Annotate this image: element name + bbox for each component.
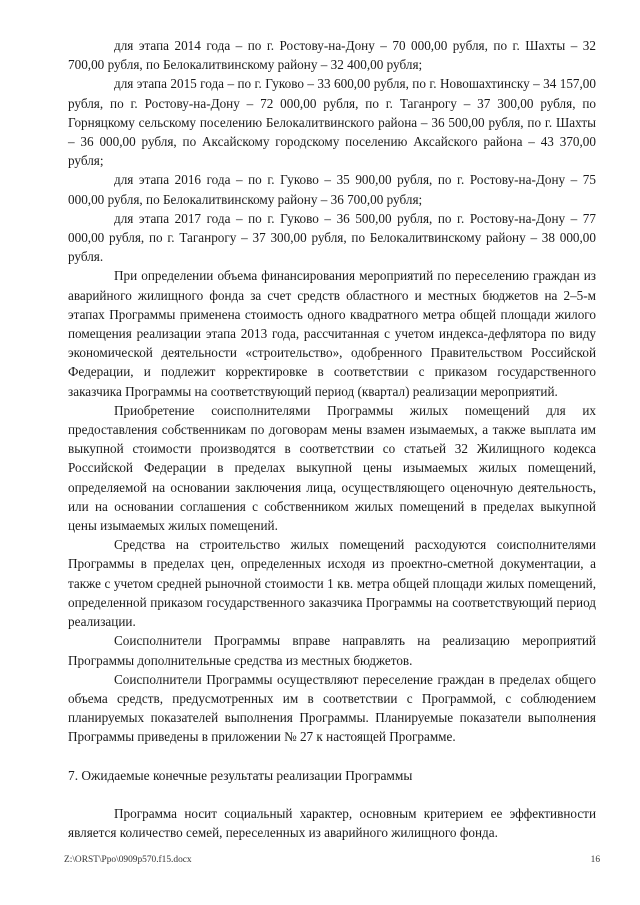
paragraph: При определении объема финансирования мероприятий по переселению граждан из аварийного жилищного фонда за счет средств областного и местных бюджетов на 2–5-м этапах Программы применена стоимость одного квадратного метра общей площади жилого помещения реализации этапа 2013 года, рассчитанная с учетом индекса-дефлятора по виду экономической деятельности «строительство», одобренного Правительством Российской Федерации, и подлежит корректировке в соответствии с приказом государственного заказчика Программы на соответствующий период (квартал) реализации мероприятий. bbox=[68, 268, 596, 399]
document-body bbox=[68, 36, 596, 842]
paragraph: для этапа 2014 года – по г. Ростову-на-Дону – 70 000,00 рубля, по г. Шахты – 32 700,00 рубля, по Белокалитвинскому району – 32 400,00 рубля; bbox=[68, 38, 596, 73]
paragraph: для этапа 2017 года – по г. Гуково – 36 500,00 рубля, по г. Ростову-на-Дону – 77 000,00 рубля, по г. Таганрогу – 37 300,00 рубля, по Белокалитвинскому району – 38 000,00 рубля. bbox=[68, 210, 596, 265]
paragraph: Программа носит социальный характер, основным критерием ее эффективности является количество семей, переселенных из аварийного жилищного фонда. bbox=[68, 805, 596, 840]
paragraph: для этапа 2015 года – по г. Гуково – 33 600,00 рубля, по г. Новошахтинску – 34 157,00 рубля, по г. Ростову-на-Дону – 72 000,00 рубля, по г. Таганрогу – 37 300,00 рубля, по Горняцкому сельскому поселению Белокалитвинского района – 36 500,00 рубля, по г. Шахты – 36 000,00 рубля, по Аксайскому городскому поселению Аксайского района – 43 370,00 рубля; bbox=[68, 76, 596, 169]
page-footer bbox=[64, 854, 600, 866]
section-heading: 7. Ожидаемые конечные результаты реализации Программы bbox=[68, 767, 413, 783]
paragraph: для этапа 2016 года – по г. Гуково – 35 900,00 рубля, по г. Ростову-на-Дону – 75 000,00 рубля, по Белокалитвинскому району – 36 700,00 рубля; bbox=[68, 172, 596, 207]
paragraph: Приобретение соисполнителями Программы жилых помещений для их предоставления собственникам по договорам мены взамен изымаемых, а также выплата им выкупной стоимости производятся в соответствии со статьей 32 Жилищного кодекса Российской Федерации в пределах выкупной цены изымаемых жилых помещений, определяемой на основании заключения лица, осуществляющего оценочную деятельность, или на основании соглашения с собственником жилых помещений в пределах выкупной цены изымаемых жилых помещений. bbox=[68, 402, 596, 534]
paragraph: Соисполнители Программы вправе направлять на реализацию мероприятий Программы дополнительные средства из местных бюджетов. bbox=[68, 633, 596, 668]
paragraph: Соисполнители Программы осуществляют переселение граждан в пределах общего объема средств, предусмотренных им в соответствии с Программой, с соблюдением планируемых показателей выполнения Программы. Планируемые показатели выполнения Программы приведены в приложении № 27 к настоящей Программе. bbox=[68, 671, 596, 745]
file-path: Z:\ORST\Ppo\0909p570.f15.docx bbox=[64, 855, 192, 865]
paragraph: Средства на строительство жилых помещений расходуются соисполнителями Программы в пределах цен, определенных исходя из проектно-сметной документации, а также с учетом средней рыночной стоимости 1 кв. метра общей площади жилых помещений, определенной приказом государственного заказчика Программы на соответствующий период реализации. bbox=[68, 537, 596, 630]
page-number: 16 bbox=[590, 855, 600, 865]
